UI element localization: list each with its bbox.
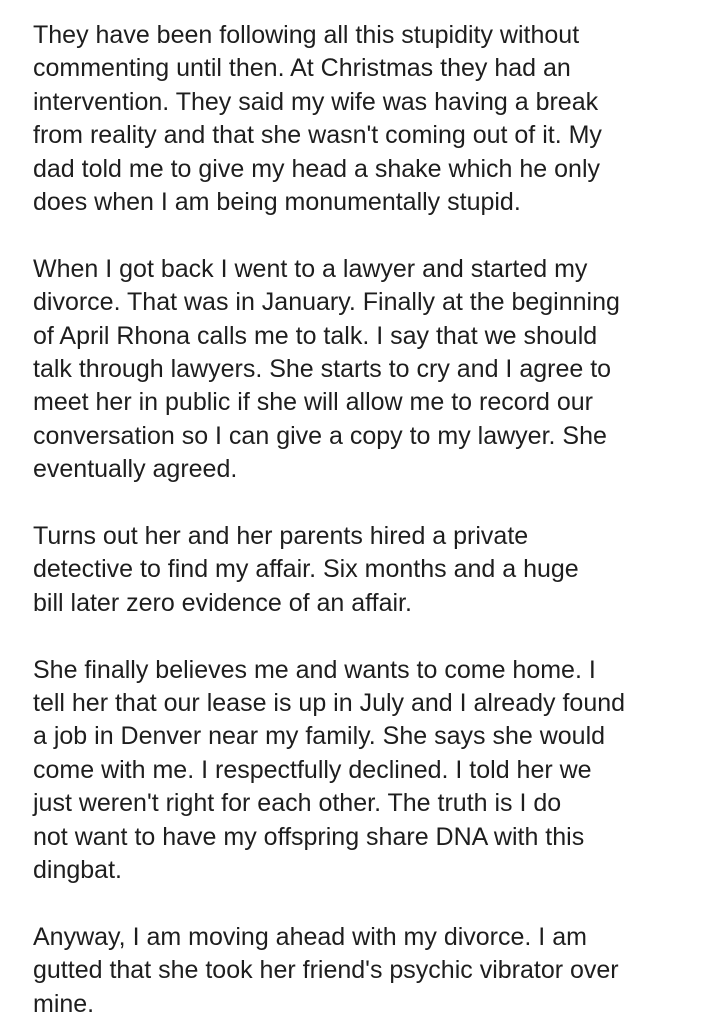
paragraph-gap xyxy=(33,620,695,653)
text-line: meet her in public if she will allow me to record our xyxy=(33,388,593,417)
text-line: come with me. I respectfully declined. I told her we xyxy=(33,755,592,784)
paragraph-lawyer xyxy=(33,253,695,487)
text-line: detective to find my affair. Six months and a huge xyxy=(33,555,579,584)
text-line: mine. xyxy=(33,989,95,1018)
text-line: talk through lawyers. She starts to cry and I agree to xyxy=(33,355,612,384)
text-line: not want to have my offspring share DNA with this xyxy=(33,822,585,851)
text-line: eventually agreed. xyxy=(33,455,238,484)
paragraph-intervention xyxy=(33,19,695,219)
text-line: just weren't right for each other. The truth is I do xyxy=(33,789,562,818)
text-line: from reality and that she wasn't coming out of it. My xyxy=(33,121,602,150)
text-line: dingbat. xyxy=(33,856,122,885)
text-line: They have been following all this stupidity without xyxy=(33,21,580,49)
text-line: She finally believes me and wants to come home. I xyxy=(33,655,596,684)
paragraph-moving-ahead xyxy=(33,921,695,1021)
text-line: intervention. They said my wife was having a break xyxy=(33,87,599,116)
text-line: dad told me to give my head a shake which he only xyxy=(33,154,601,183)
text-line: does when I am being monumentally stupid. xyxy=(33,188,521,217)
text-line: Anyway, I am moving ahead with my divorce. I am xyxy=(33,922,587,951)
text-line: a job in Denver near my family. She says she would xyxy=(33,722,606,751)
paragraph-gap xyxy=(33,487,695,520)
text-line: conversation so I can give a copy to my lawyer. She xyxy=(33,421,607,450)
text-line: bill later zero evidence of an affair. xyxy=(33,588,412,617)
text-line: tell her that our lease is up in July and I already found xyxy=(33,689,626,718)
paragraph-gap xyxy=(33,219,695,252)
text-line: gutted that she took her friend's psychic vibrator over xyxy=(33,956,619,985)
text-line: of April Rhona calls me to talk. I say that we should xyxy=(33,321,598,350)
paragraph-detective xyxy=(33,520,695,620)
text-line: divorce. That was in January. Finally at the beginning xyxy=(33,288,620,317)
paragraph-gap xyxy=(33,888,695,921)
paragraph-declined xyxy=(33,654,695,888)
text-line: Turns out her and her parents hired a private xyxy=(33,522,529,551)
text-line: commenting until then. At Christmas they had an xyxy=(33,54,571,83)
text-line: When I got back I went to a lawyer and started my xyxy=(33,254,588,283)
